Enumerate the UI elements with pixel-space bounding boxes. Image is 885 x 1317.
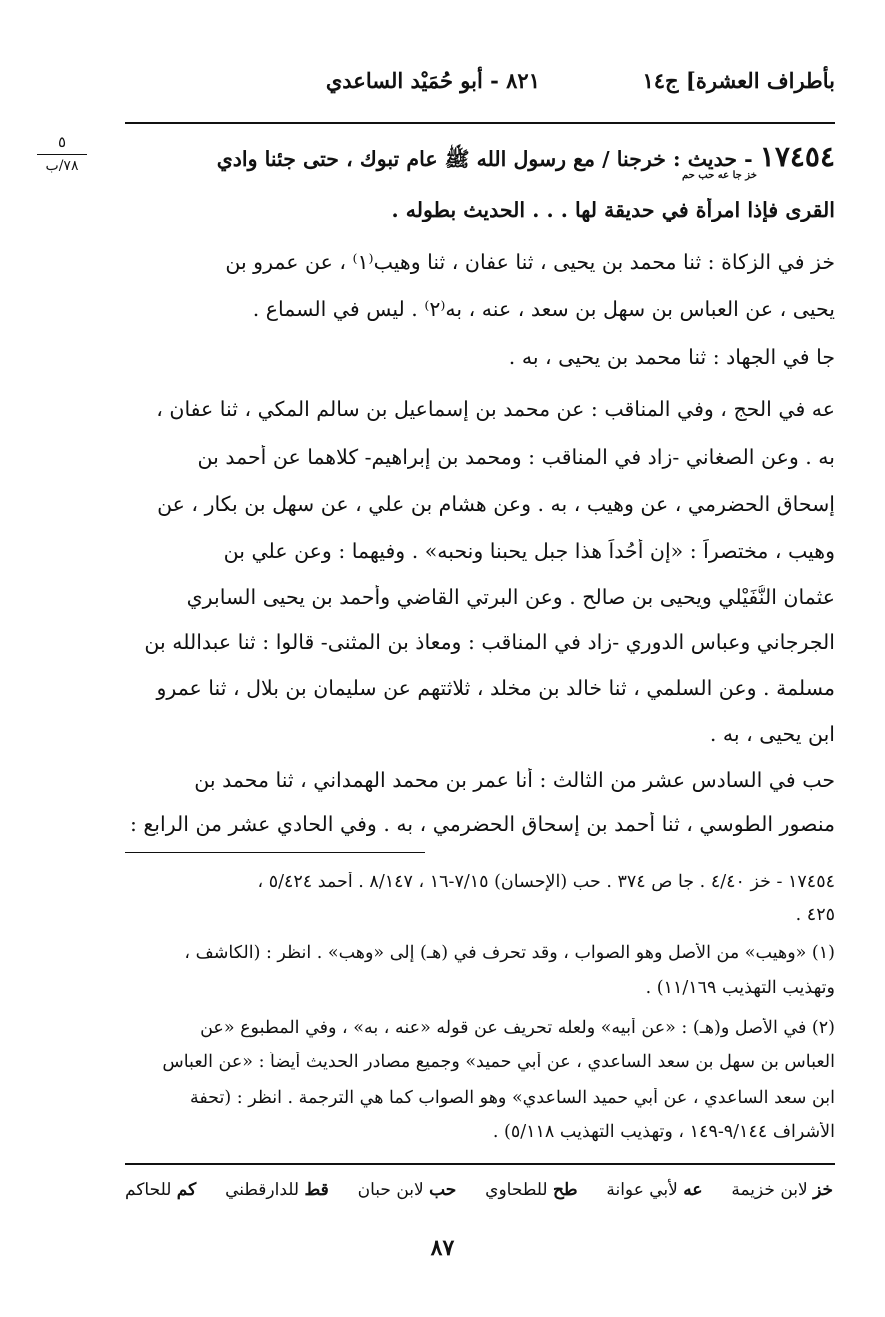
legend-source-name: لابن حبان [357,1180,430,1200]
footnote-line: ١٧٤٥٤ - خز ٤/٤٠ . جا ص ٣٧٤ . حب (الإحسان) ٧/١٥-١٦ ، ٨/١٤٧ . أحمد ٥/٤٢٤ ، [257,872,835,892]
footnote-line: العباس بن سهل بن سعد الساعدي ، عن أبي حميد» وجميع مصادر الحديث أيضاً : «عن العباس [162,1052,835,1072]
margin-folio: ٧٨/ب [45,158,79,174]
hadith-number: ١٧٤٥٤ [759,140,835,173]
page-number: ٨٧ [430,1235,455,1261]
header-rule [125,122,835,124]
body-line: خز في الزكاة : ثنا محمد بن يحيى ، ثنا عفان ، ثنا وهيب⁽١⁾ ، عن عمرو بن [225,250,835,274]
body-line: به . وعن الصغاني -زاد في المناقب : ومحمد بن إبراهيم- كلاهما عن أحمد بن [197,445,835,469]
legend-source-name: للحاكم [125,1180,177,1200]
body-line: حب في السادس عشر من الثالث : أنا عمر بن محمد الهمداني ، ثنا محمد بن [194,768,835,792]
hadith-sigla: خز جا عه حب حم [681,170,757,181]
running-header-book: بأطراف العشرة] ج١٤ [642,68,835,93]
legend-abbr: كم [176,1180,197,1200]
legend-abbr: خز [813,1180,833,1200]
body-line: عه في الحج ، وفي المناقب : عن محمد بن إسماعيل بن سالم المكي ، ثنا عفان ، [156,397,835,421]
footnote-line: وتهذيب التهذيب ١١/١٦٩) . [645,978,835,998]
legend-abbr: عه [683,1180,703,1200]
margin-line-number: ٥ [57,133,67,151]
body-line: الجرجاني وعباس الدوري -زاد في المناقب : ومعاذ بن المثنى- قالوا : ثنا عبدالله بن [144,630,835,654]
footnote-line: (١) «وهيب» من الأصل وهو الصواب ، وقد تحرف في (هـ) إلى «وهب» . انظر : (الكاشف ، [184,943,835,963]
legend-item [225,1180,329,1200]
legend-source-name: لابن خزيمة [731,1180,814,1200]
legend-abbr: طح [552,1180,578,1200]
legend-abbr: حب [429,1180,457,1200]
body-line: منصور الطوسي ، ثنا أحمد بن إسحاق الحضرمي ، به . وفي الحادي عشر من الرابع : [129,812,835,836]
legend-source-name: لأبي عوانة [606,1180,684,1200]
legend-item [606,1180,702,1200]
footnote-line: (٢) في الأصل و(هـ) : «عن أبيه» ولعله تحريف عن قوله «عنه ، به» ، وفي المطبوع «عن [200,1018,835,1038]
legend-item [125,1180,196,1200]
margin-rule [37,154,87,155]
body-line: عثمان النُّفَيْلي ويحيى بن صالح . وعن البرتي القاضي وأحمد بن يحيى السابري [186,585,835,609]
body-line: مسلمة . وعن السلمي ، ثنا خالد بن مخلد ، ثلاثتهم عن سليمان بن بلال ، ثنا عمرو [156,676,835,700]
legend-source-name: للدارقطني [225,1180,305,1200]
legend-rule [125,1163,835,1165]
footnote-separator [125,852,425,853]
legend-item [731,1180,833,1200]
sigla-legend [125,1180,833,1200]
legend-item [358,1180,457,1200]
footnote-line: ابن سعد الساعدي ، عن أبي حميد الساعدي» وهو الصواب كما هي الترجمة . انظر : (تحفة [189,1088,835,1108]
footnote-line: ٤٢٥ . [795,905,835,925]
body-line: إسحاق الحضرمي ، عن وهيب ، به . وعن هشام بن علي ، عن سهل بن بكار ، عن [157,492,835,516]
margin-note [22,133,102,174]
running-header-section: ٨٢١ - أبو حُمَيْد الساعدي [325,68,540,93]
legend-item [485,1180,577,1200]
legend-source-name: للطحاوي [485,1180,553,1200]
body-line: جا في الجهاد : ثنا محمد بن يحيى ، به . [508,345,835,369]
body-line: وهيب ، مختصراً : «إن أُحُداً هذا جبل يحبنا ونحبه» . وفيهما : وعن علي بن [223,539,835,563]
body-line: يحيى ، عن العباس بن سهل بن سعد ، عنه ، به⁽٢⁾ . ليس في السماع . [252,297,835,321]
body-line: ابن يحيى ، به . [709,722,835,746]
hadith-title-line-2: القرى فإذا امرأة في حديقة لها . . . الحديث بطوله . [391,198,835,222]
hadith-title-text: - حديث : خرجنا / مع رسول الله ﷺ عام تبوك ، حتى جئنا وادي [216,147,753,171]
footnote-line: الأشراف ٩/١٤٤-١٤٩ ، وتهذيب التهذيب ٥/١١٨) . [492,1122,835,1142]
legend-abbr: قط [304,1180,329,1200]
